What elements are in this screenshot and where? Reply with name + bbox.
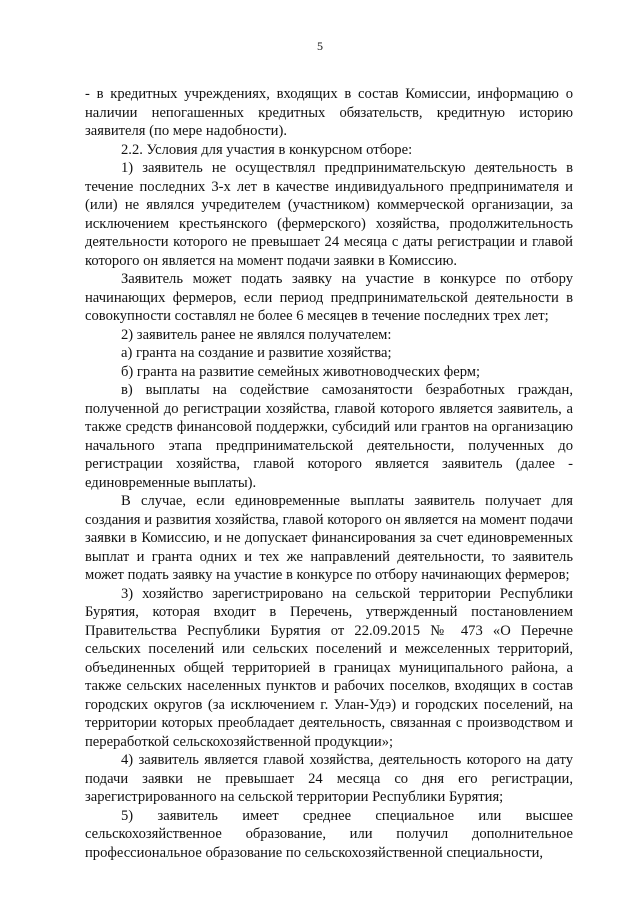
paragraph-credit-info: - в кредитных учреждениях, входящих в состав Комиссии, информацию о наличии непогашенных кредитных обязательств, кредитную историю заявителя (по мере надобности).: [85, 86, 573, 139]
paragraph-condition-1-note: Заявитель может подать заявку на участие в конкурсе по отбору начинающих фермеров, если период предпринимательской деятельности в совокупности составлял не более 6 месяцев в течение последних трех лет;: [85, 271, 573, 324]
paragraph-condition-2: 2) заявитель ранее не являлся получателем:: [121, 326, 392, 343]
document-body: [85, 85, 573, 862]
paragraph-condition-2-note: В случае, если единовременные выплаты заявитель получает для создания и развития хозяйства, главой которого он является на момент подачи заявки в Комиссию, и не допускает финансирования за счет единовременных выплат и гранта одних и тех же направлений деятельности, то заявитель может подать заявку на участие в конкурсе по отбору начинающих фермеров;: [85, 493, 573, 583]
paragraph-condition-2b: б) гранта на развитие семейных животноводческих ферм;: [121, 363, 481, 380]
page-number: 5: [317, 39, 323, 53]
paragraph-condition-2a: а) гранта на создание и развитие хозяйства;: [121, 345, 392, 361]
paragraph-condition-4: 4) заявитель является главой хозяйства, деятельность которого на дату подачи заявки не превышает 24 месяца со дня его регистрации, зарегистрированного на сельской территории Республики Бурятия;: [85, 752, 573, 805]
paragraph-condition-2v: в) выплаты на содействие самозанятости безработных граждан, полученной до регистрации хозяйства, главой которого является заявитель, а также средств финансовой поддержки, субсидий или грантов на организацию начального этапа предпринимательской деятельности, полученных до регистрации хозяйства, главой которого является заявитель (далее - единовременные выплаты).: [85, 382, 573, 491]
paragraph-condition-3: 3) хозяйство зарегистрировано на сельской территории Республики Бурятия, которая входит в Перечень, утвержденный постановлением Правительства Республики Бурятия от 22.09.2015 № 473 «О Перечне сельских поселений или сельских поселений и межселенных территорий, объединенных общей территорией в границах муниципального района, а также сельских населенных пунктов и рабочих поселков, входящих в состав городских округов (за исключением г. Улан-Удэ) и городских поселений, на территории которых преобладает деятельность, связанная с производством и переработкой сельскохозяйственной продукции»;: [85, 585, 573, 750]
paragraph-condition-1: 1) заявитель не осуществлял предпринимательскую деятельность в течение последних 3-х лет в качестве индивидуального предпринимателя и (или) не являлся учредителем (участником) коммерческой организации, за исключением крестьянского (фермерского) хозяйства, продолжительность деятельности которого не превышает 24 месяца с даты регистрации и главой которого он является на момент подачи заявки в Комиссию.: [85, 160, 573, 269]
paragraph-conditions-heading: 2.2. Условия для участия в конкурсном отборе:: [121, 141, 413, 158]
paragraph-condition-5: 5) заявитель имеет среднее специальное или высшее сельскохозяйственное образование, или получил дополнительное профессиональное образование по сельскохозяйственной специальности,: [85, 807, 573, 861]
